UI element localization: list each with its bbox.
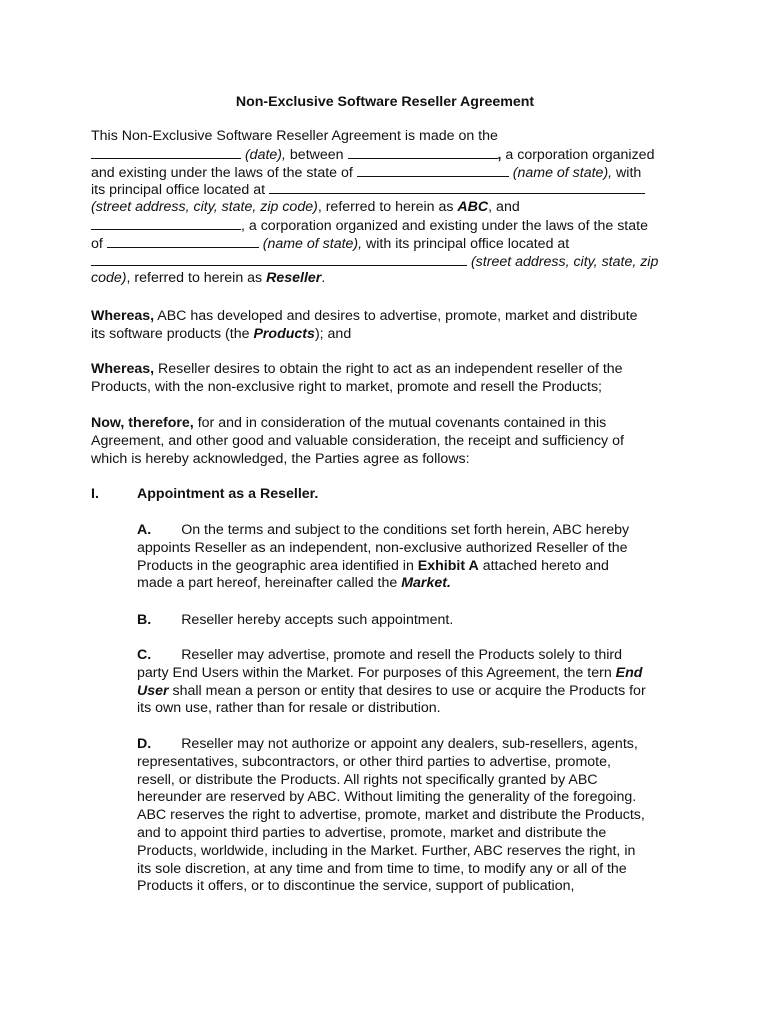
- clause-text: Products, worldwide, including in the Market. Further, ABC reserves the right, in: [137, 842, 636, 859]
- now-therefore-label: Now, therefore,: [91, 415, 194, 431]
- clause-label: C.: [137, 647, 152, 663]
- products-term: Products: [253, 325, 315, 342]
- clause-text: shall mean a person or entity that desires to use or acquire the Products for: [168, 682, 646, 699]
- clause-d: [137, 736, 680, 896]
- state-hint: (name of state),: [512, 164, 613, 181]
- address-blank[interactable]: [269, 181, 645, 194]
- intro-text: with its principal office located at: [362, 235, 570, 252]
- whereas-text: Products, with the non-exclusive right to market, promote and resell the Products;: [91, 378, 602, 395]
- reseller-term: Reseller: [266, 270, 322, 287]
- clause-label: A.: [137, 522, 152, 538]
- address-blank-2[interactable]: [91, 253, 467, 266]
- clause-text: resell, or distribute the Products. All rights not specifically granted by ABC: [137, 771, 598, 788]
- intro-text: .: [321, 270, 326, 287]
- intro-text: and existing under the laws of the state of: [91, 164, 357, 181]
- clause-text: its own use, rather than for resale or distribution.: [137, 700, 441, 717]
- clause-text: representatives, subcontractors, or other third parties to advertise, promote,: [137, 753, 611, 770]
- state-blank-2[interactable]: [107, 235, 259, 248]
- whereas-text: ABC has developed and desires to advertise, promote, market and distribute: [154, 308, 638, 324]
- clause-text: hereunder are reserved by ABC. Without limiting the generality of the foregoing.: [137, 789, 637, 806]
- clause-text: Reseller hereby accepts such appointment.: [181, 612, 454, 628]
- clause-text: Reseller may advertise, promote and resell the Products solely to third: [181, 647, 622, 663]
- exhibit-a-ref: Exhibit A: [417, 557, 479, 574]
- whereas-text: Reseller desires to obtain the right to act as an independent reseller of the: [154, 361, 623, 377]
- date-hint: (date),: [244, 146, 286, 163]
- intro-text: between: [285, 146, 348, 163]
- party-name-blank[interactable]: [348, 146, 498, 159]
- now-therefore-text: Agreement, and other good and valuable consideration, the receipt and sufficiency of: [91, 432, 624, 449]
- clause-a: [137, 522, 680, 593]
- intro-text: with: [612, 164, 642, 181]
- clause-c: [137, 647, 680, 718]
- whereas-label: Whereas,: [91, 308, 155, 324]
- address-hint: (street address, city, state, zip: [470, 253, 659, 270]
- whereas-label: Whereas,: [91, 361, 155, 377]
- intro-text: ,: [497, 146, 502, 163]
- intro-text: , referred to herein as: [126, 270, 267, 287]
- document-title: Non-Exclusive Software Reseller Agreement: [235, 94, 535, 110]
- state-blank[interactable]: [357, 164, 509, 177]
- whereas-paragraph-1: [91, 308, 691, 344]
- intro-paragraph: [91, 128, 691, 288]
- section-title: Appointment as a Reseller.: [137, 486, 319, 502]
- intro-text: , a corporation organized and existing under the laws of the state: [241, 217, 648, 234]
- clause-b: [137, 612, 680, 630]
- clause-text: party End Users within the Market. For purposes of this Agreement, the tern: [137, 664, 616, 681]
- clause-text: ABC reserves the right to advertise, promote, market and distribute the Products,: [137, 807, 645, 824]
- market-term: Market.: [401, 575, 451, 592]
- clause-label: B.: [137, 612, 152, 628]
- end-user-term: User: [137, 682, 169, 699]
- clause-text: On the terms and subject to the conditions set forth herein, ABC hereby: [181, 522, 630, 538]
- whereas-text: ); and: [314, 325, 352, 342]
- section-number: I.: [91, 486, 99, 502]
- intro-text: of: [91, 235, 107, 252]
- clause-text: Products in the geographic area identified in: [137, 557, 418, 574]
- intro-text: , and: [488, 199, 520, 216]
- whereas-text: its software products (the: [91, 325, 254, 342]
- intro-text: a corporation organized: [501, 146, 655, 163]
- clause-label: D.: [137, 736, 152, 752]
- clause-text: Products it offers, or to discontinue the service, support of publication,: [137, 878, 575, 895]
- clause-text: attached hereto and: [478, 557, 609, 574]
- intro-text: , referred to herein as: [317, 199, 458, 216]
- date-blank[interactable]: [91, 146, 241, 159]
- address-hint: code): [91, 270, 127, 287]
- clause-text: and to appoint third parties to advertise, promote, market and distribute the: [137, 824, 607, 841]
- address-hint: (street address, city, state, zip code): [91, 199, 318, 216]
- clause-text: Reseller may not authorize or appoint any dealers, sub-resellers, agents,: [181, 736, 638, 752]
- reseller-name-blank[interactable]: [91, 217, 241, 230]
- clause-text: appoints Reseller as an independent, non-exclusive authorized Reseller of the: [137, 539, 628, 556]
- intro-text: its principal office located at: [91, 182, 269, 199]
- now-therefore-text: for and in consideration of the mutual covenants contained in this: [193, 415, 607, 431]
- intro-line: This Non-Exclusive Software Reseller Agreement is made on the: [91, 128, 498, 144]
- end-user-term: End: [615, 664, 643, 681]
- clause-text: its sole discretion, at any time and from time to time, to modify any or all of the: [137, 860, 627, 877]
- clause-text: made a part hereof, hereinafter called the: [137, 575, 402, 592]
- whereas-paragraph-2: [91, 361, 691, 397]
- section-heading: [91, 486, 319, 502]
- now-therefore-paragraph: [91, 415, 691, 468]
- now-therefore-text: which is hereby acknowledged, the Parties agree as follows:: [91, 450, 470, 467]
- abc-term: ABC: [457, 199, 489, 216]
- state-hint: (name of state),: [262, 235, 363, 252]
